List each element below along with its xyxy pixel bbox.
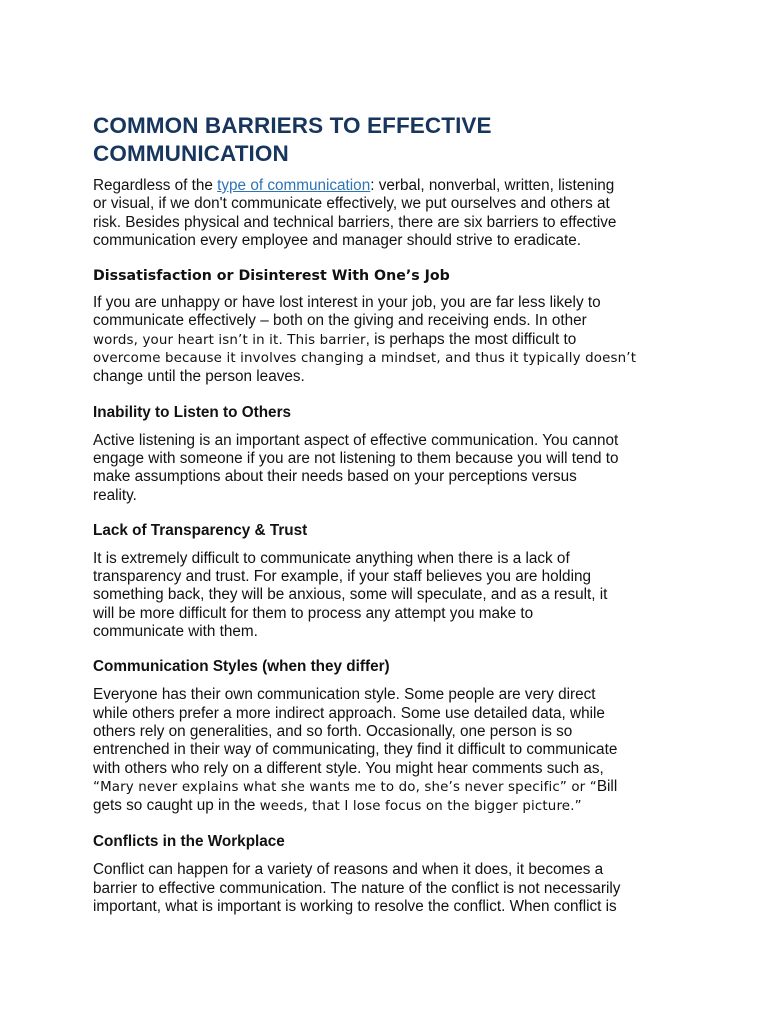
paragraph-line: entrenched in their way of communicating, they find it difficult to communicate [93,741,618,759]
intro-line-2: or visual, if we don't communicate effectively, we put ourselves and others at [93,195,610,213]
section-paragraph-transparency-trust [93,550,683,641]
section-heading-communication-styles: Communication Styles (when they differ) [93,658,390,676]
paragraph-line: something back, they will be anxious, some will speculate, and as a result, it [93,586,608,604]
paragraph-line: transparency and trust. For example, if your staff believes you are holding [93,568,591,586]
paragraph-line: communicate effectively – both on the giving and receiving ends. In other [93,312,587,330]
paragraph-line: communicate with them. [93,623,258,641]
intro-line-1 [93,177,683,195]
title-line-1: COMMON BARRIERS TO EFFECTIVE [93,113,492,138]
title-line-2: COMMUNICATION [93,141,289,166]
paragraph-line [93,797,683,816]
paragraph-line: barrier to effective communication. The nature of the conflict is not necessarily [93,879,621,897]
paragraph-text: Bill [596,777,618,795]
paragraph-line: others rely on generalities, and so forth. Occasionally, one person is so [93,722,573,740]
section-heading-workplace-conflicts: Conflicts in the Workplace [93,833,285,851]
intro-paragraph [93,177,683,250]
section-paragraph-inability-to-listen [93,432,683,505]
paragraph-line: change until the person leaves. [93,368,305,386]
paragraph-line: make assumptions about their needs based on your perceptions versus [93,468,577,486]
section-heading-inability-to-listen: Inability to Listen to Others [93,403,292,421]
paragraph-line: It is extremely difficult to communicate anything when there is a lack of [93,549,570,567]
paragraph-text-alt: words, your heart isn’t in it. This barrier [93,332,366,348]
paragraph-text: gets so caught up in the [93,797,260,815]
paragraph-line: with others who rely on a different style. You might hear comments such as, [93,759,604,777]
paragraph-text-alt: weeds, that I lose focus on the bigger picture.” [259,799,582,815]
paragraph-text-alt: “Mary never explains what she wants me to do, she’s never specific” or “ [93,779,597,795]
intro-line-3: risk. Besides physical and technical barriers, there are six barriers to effective [93,213,617,231]
paragraph-line: engage with someone if you are not listening to them because you will tend to [93,449,619,467]
section-paragraph-workplace-conflicts [93,861,683,916]
section-heading-transparency-trust: Lack of Transparency & Trust [93,521,308,539]
document-title [93,112,683,168]
paragraph-line: Everyone has their own communication style. Some people are very direct [93,686,596,704]
paragraph-line: important, what is important is working to resolve the conflict. When conflict is [93,898,617,916]
paragraph-line: Conflict can happen for a variety of reasons and when it does, it becomes a [93,861,604,879]
paragraph-line: Active listening is an important aspect of effective communication. You cannot [93,431,619,449]
intro-line-4: communication every employee and manager should strive to eradicate. [93,231,582,249]
intro-text: Regardless of the [93,177,218,194]
paragraph-line: overcome because it involves changing a mindset, and thus it typically doesn’t [93,351,637,367]
section-paragraph-communication-styles [93,686,683,816]
paragraph-line: while others prefer a more indirect approach. Some use detailed data, while [93,704,605,722]
paragraph-line [93,778,683,797]
section-heading-job-dissatisfaction: Dissatisfaction or Disinterest With One’s Job [93,268,450,285]
paragraph-text: , is perhaps the most difficult to [365,330,577,348]
section-paragraph-job-dissatisfaction [93,294,683,386]
paragraph-line [93,331,683,350]
paragraph-line: If you are unhappy or have lost interest in your job, you are far less likely to [93,294,601,312]
type-of-communication-link[interactable]: type of communication [217,177,371,194]
paragraph-line: will be more difficult for them to process any attempt you make to [93,604,534,622]
document-page [93,112,683,916]
paragraph-line: reality. [93,486,137,504]
intro-text: : verbal, nonverbal, written, listening [370,177,615,194]
